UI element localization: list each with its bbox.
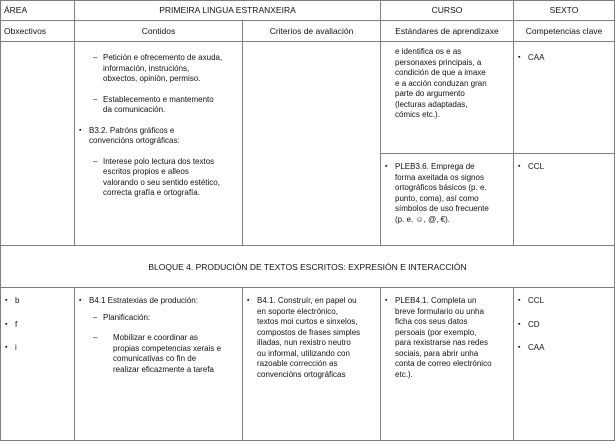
cont-competence-2-cell — [514, 154, 615, 246]
b4-contents-bullet: ▪ B4.1 Estratexias de produción: — [79, 296, 238, 307]
column-header-row — [1, 21, 615, 42]
b4-objectives-cell — [1, 288, 75, 441]
area-label: ÁREA — [1, 1, 75, 21]
b4-standard: ▪ PLEB4.1. Completa un breve formulario ou unha ficha cos seus datos persoais (por exemplo, para rexistrarse nas redes sociais, para abrir unha conta de correo electrónico etc.). — [385, 296, 509, 380]
block-4-title-row — [1, 246, 615, 288]
cont-competence-1-cell — [514, 42, 615, 154]
block-4-row — [1, 288, 615, 441]
b4-contents-dash-1: – Planificación: — [79, 313, 232, 324]
b4-competence-caa: ▪ CAA — [518, 343, 610, 354]
b4-contents-dash-2: – Mobilizar e coordinar as propias competencias xerais e comunicativas co fin de realizar eficazmente a tarefa — [79, 333, 232, 375]
subject-title: PRIMEIRA LINGUA ESTRANXEIRA — [75, 1, 381, 21]
cont-standard-2-cell — [381, 154, 514, 246]
col-competences: Competencias clave — [514, 21, 615, 42]
col-criteria: Criterios de avaliación — [243, 21, 381, 42]
col-objectives: Obxectivos — [1, 21, 75, 42]
cont-competence-2: ▪ CCL — [518, 162, 610, 173]
cont-bullet-b3-2: ▪ B3.2. Patróns gráficos e convencións ortográficas: — [79, 126, 238, 147]
col-standards: Estándares de aprendizaxe — [381, 21, 514, 42]
cont-standard-1-cell — [381, 42, 514, 154]
course-label: CURSO — [381, 1, 514, 21]
b4-contents-cell — [75, 288, 243, 441]
cont-criteria-cell — [243, 42, 381, 246]
b4-standard-cell — [381, 288, 514, 441]
b4-objective-f: ▪ f — [5, 320, 70, 331]
header-row — [1, 1, 615, 21]
course-value: SEXTO — [514, 1, 615, 21]
b4-criteria-cell — [243, 288, 381, 441]
cont-dash-3: – Interese polo lectura dos textos escritos propios e alleos valorando o seu sentido estético, correcta grafía e ortografía. — [79, 157, 232, 199]
cont-standard-1: e identifica os e as personaxes principais, a condición de que a imaxe e a acción conduzan gran parte do argumento (lecturas adaptadas, cómics etc.). — [395, 47, 487, 119]
cont-standard-2: ▪ PLEB3.6. Emprega de forma axeitada os signos ortográficos básicos (p. e. punto, coma), así como símbolos de uso frecuente (p. e. ☺, @, €). — [385, 162, 509, 225]
b4-competence-cd: ▪ CD — [518, 320, 610, 331]
b4-criteria: ▪ B4.1. Construír, en papel ou en soporte electrónico, textos moi curtos e sinxelos, compostos de frases simples illadas, nun rexistro neutro ou informal, utilizando con razoable corrección as convencións ortográficas — [247, 296, 376, 380]
col-contents: Contidos — [75, 21, 243, 42]
cont-contents-cell — [75, 42, 243, 246]
cont-dash-2: – Establecemento e mantemento da comunicación. — [79, 95, 232, 116]
cont-dash-1: – Petición e ofrecemento de axuda, información, instrucións, obxectos, opinión, permiso. — [79, 53, 232, 85]
b4-objective-i: ▪ i — [5, 343, 70, 354]
b4-competences-cell — [514, 288, 615, 441]
cont-competence-1: ▪ CAA — [518, 53, 610, 64]
b4-competence-ccl: ▪ CCL — [518, 296, 610, 307]
b4-objective-b: ▪ b — [5, 296, 70, 307]
continued-row-1 — [1, 42, 615, 154]
cont-objectives-cell — [1, 42, 75, 246]
block-4-title: BLOQUE 4. PRODUCIÓN DE TEXTOS ESCRITOS: EXPRESIÓN E INTERACCIÓN — [1, 246, 615, 288]
